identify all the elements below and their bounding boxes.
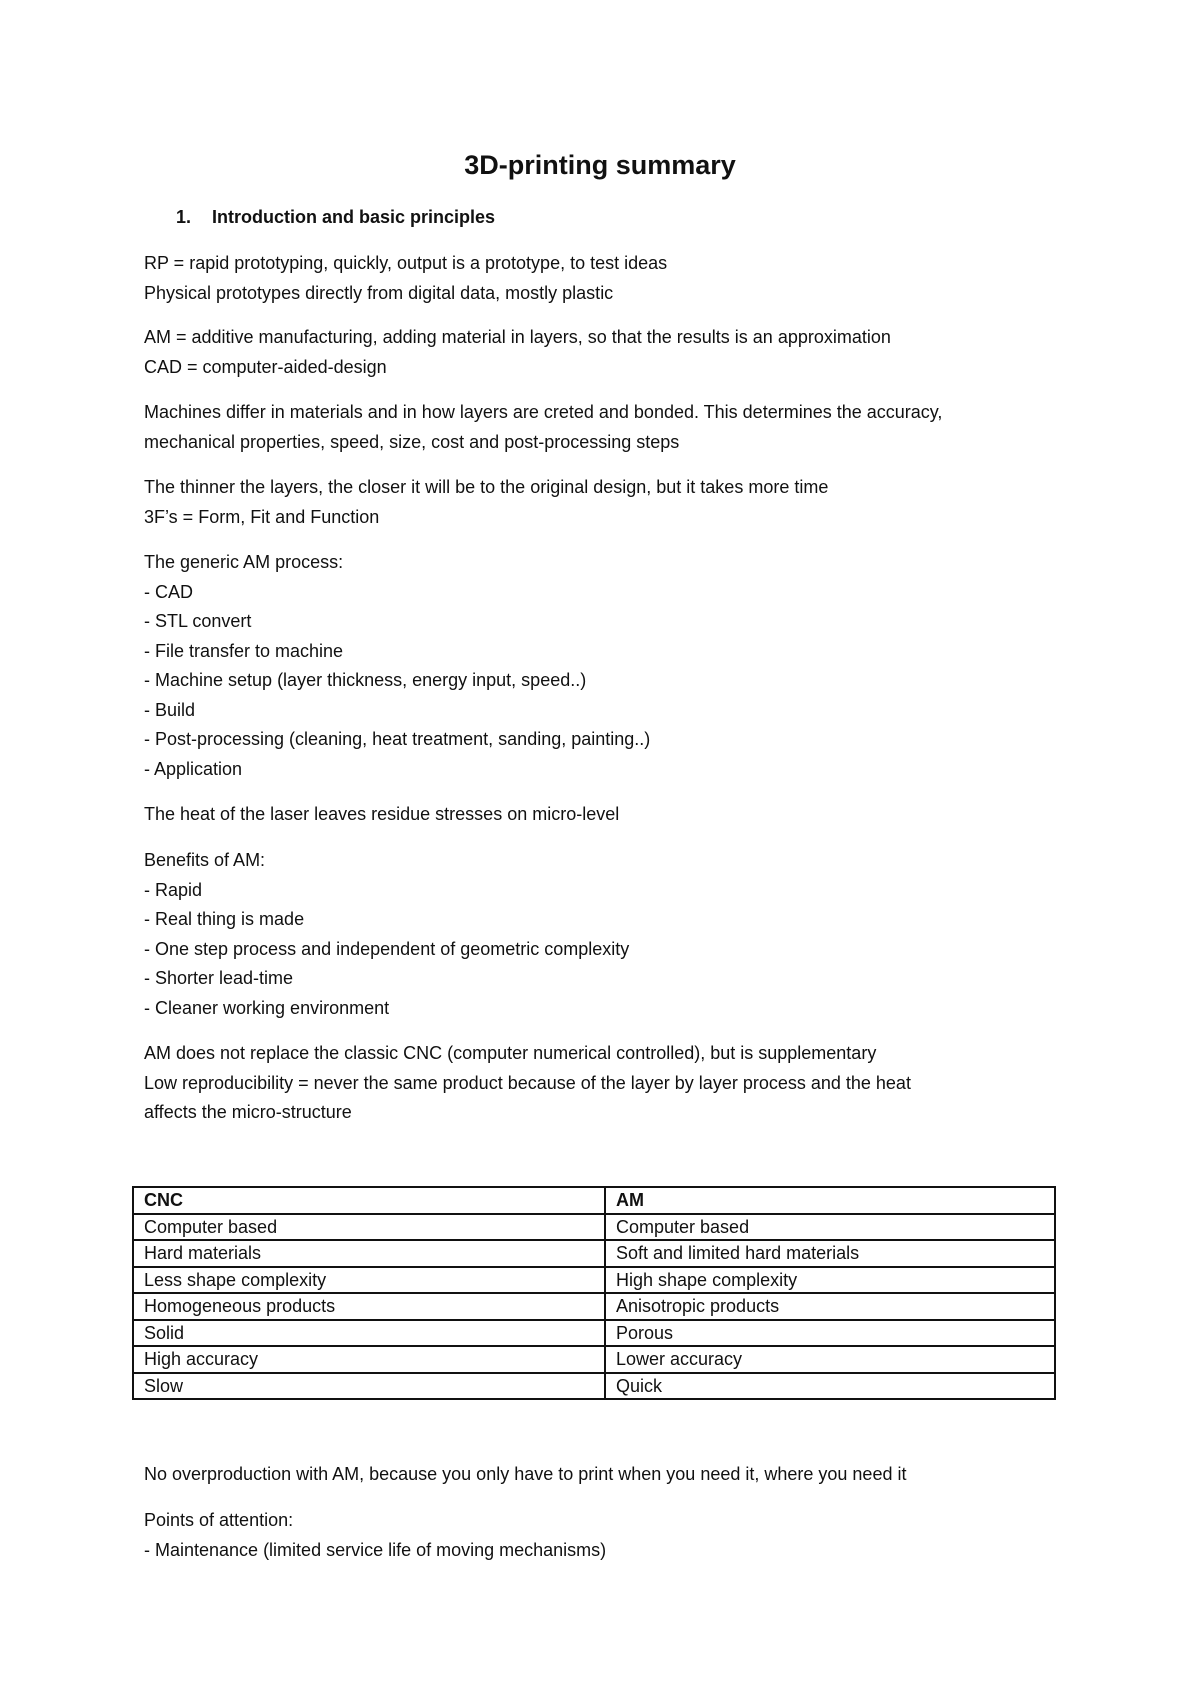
table-row xyxy=(133,1320,1055,1347)
paragraph-points-of-attention xyxy=(144,1506,1056,1565)
document-title: 3D-printing summary xyxy=(464,150,736,180)
list-item: - STL convert xyxy=(144,611,252,631)
table-cell: High shape complexity xyxy=(605,1267,1055,1294)
text-line: affects the micro-structure xyxy=(144,1102,352,1122)
section-heading xyxy=(176,205,495,229)
text-line: mechanical properties, speed, size, cost and post-processing steps xyxy=(144,431,680,452)
list-item: - Build xyxy=(144,699,196,720)
text-line: 3F’s = Form, Fit and Function xyxy=(144,506,380,527)
table-cell: Anisotropic products xyxy=(605,1293,1055,1320)
section-number: 1. xyxy=(176,207,192,227)
table-row xyxy=(133,1346,1055,1373)
paragraph-overproduction xyxy=(144,1460,1056,1490)
text-line: The heat of the laser leaves residue stresses on micro-level xyxy=(144,804,620,824)
paragraph-layers xyxy=(144,473,1056,532)
paragraph-rp xyxy=(144,249,1056,308)
paragraph-am xyxy=(144,323,1056,382)
text-line: No overproduction with AM, because you only have to print when you need it, where you need it xyxy=(144,1464,907,1484)
list-item: - Maintenance (limited service life of moving mechanisms) xyxy=(144,1539,607,1560)
list-item: - Rapid xyxy=(144,879,203,900)
list-item: - Machine setup (layer thickness, energy input, speed..) xyxy=(144,670,587,690)
text-line: AM = additive manufacturing, adding material in layers, so that the results is an approximation xyxy=(144,327,891,347)
table-cell: Computer based xyxy=(133,1214,605,1241)
table-cell: Solid xyxy=(133,1320,605,1347)
table-cell: Homogeneous products xyxy=(133,1293,605,1320)
list-item: - One step process and independent of geometric complexity xyxy=(144,938,630,959)
text-line: AM does not replace the classic CNC (computer numerical controlled), but is supplementary xyxy=(144,1043,877,1063)
list-item: - Post-processing (cleaning, heat treatment, sanding, painting..) xyxy=(144,729,651,749)
paragraph-benefits xyxy=(144,846,1056,1023)
table-header-cell: AM xyxy=(605,1187,1055,1214)
text-line: CAD = computer-aided-design xyxy=(144,356,387,377)
list-item: - Application xyxy=(144,758,243,779)
table-cell: Slow xyxy=(133,1373,605,1400)
comparison-table xyxy=(132,1186,1056,1400)
list-item: - File transfer to machine xyxy=(144,640,344,661)
table-header-cell: CNC xyxy=(133,1187,605,1214)
table-cell: Soft and limited hard materials xyxy=(605,1240,1055,1267)
list-item: - Shorter lead-time xyxy=(144,968,294,988)
text-line: Physical prototypes directly from digital data, mostly plastic xyxy=(144,282,614,303)
section-title: Introduction and basic principles xyxy=(212,207,496,227)
list-item: - Real thing is made xyxy=(144,909,305,929)
text-line: The thinner the layers, the closer it will be to the original design, but it takes more time xyxy=(144,477,829,497)
table-cell: Quick xyxy=(605,1373,1055,1400)
paragraph-cnc xyxy=(144,1039,1056,1128)
table-cell: Computer based xyxy=(605,1214,1055,1241)
table-cell: High accuracy xyxy=(133,1346,605,1373)
list-item: - CAD xyxy=(144,581,193,602)
table-row xyxy=(133,1214,1055,1241)
table-row xyxy=(133,1293,1055,1320)
text-line: Low reproducibility = never the same product because of the layer by layer process and the heat xyxy=(144,1072,911,1093)
text-line: Points of attention: xyxy=(144,1510,294,1530)
list-item: - Cleaner working environment xyxy=(144,997,390,1018)
text-line: Machines differ in materials and in how layers are creted and bonded. This determines the accuracy, xyxy=(144,402,943,422)
table-row xyxy=(133,1240,1055,1267)
table-header-row xyxy=(133,1187,1055,1214)
table-row xyxy=(133,1267,1055,1294)
text-line: The generic AM process: xyxy=(144,552,344,572)
table-cell: Lower accuracy xyxy=(605,1346,1055,1373)
paragraph-machines xyxy=(144,398,1056,457)
text-line: Benefits of AM: xyxy=(144,850,266,870)
table-cell: Porous xyxy=(605,1320,1055,1347)
paragraph-laser-heat xyxy=(144,800,1056,830)
text-line: RP = rapid prototyping, quickly, output is a prototype, to test ideas xyxy=(144,253,668,273)
table-cell: Less shape complexity xyxy=(133,1267,605,1294)
table-cell: Hard materials xyxy=(133,1240,605,1267)
table-row xyxy=(133,1373,1055,1400)
paragraph-generic-process xyxy=(144,548,1056,784)
